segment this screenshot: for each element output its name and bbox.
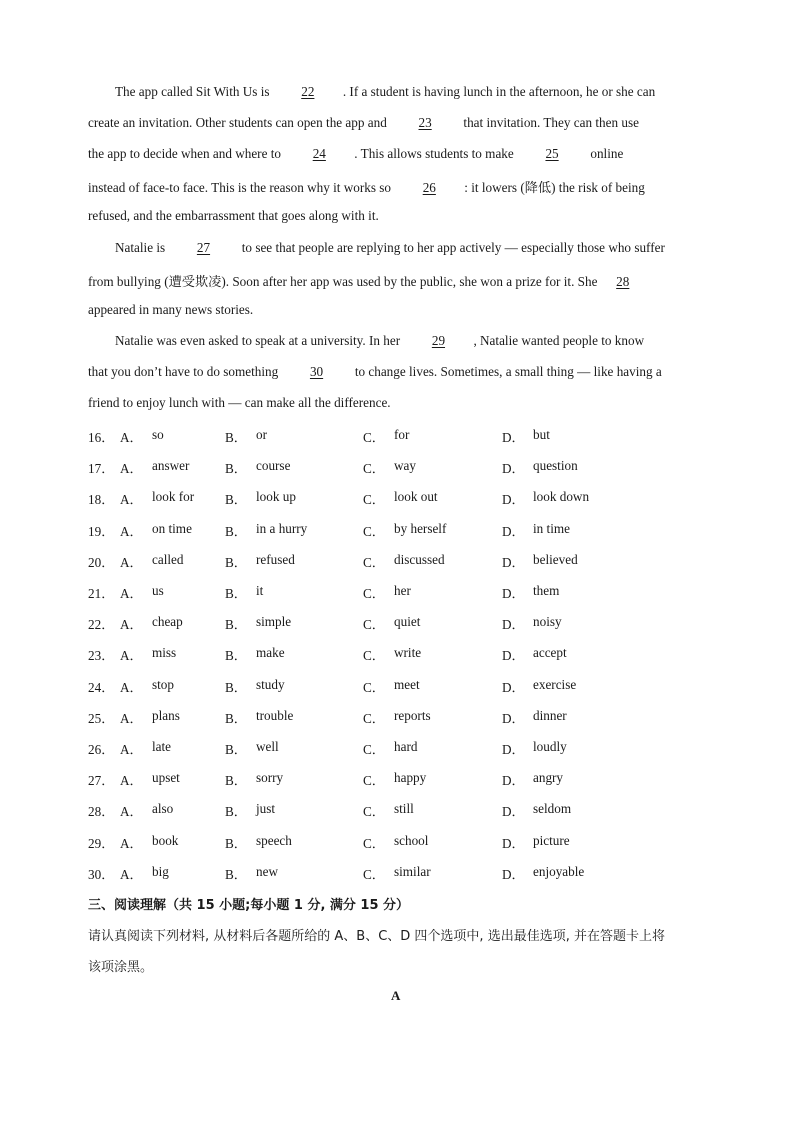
option-c-text: look out — [394, 489, 438, 505]
option-b-text: refused — [256, 551, 295, 567]
option-d-label: D． — [502, 586, 525, 601]
option-a-label: A． — [120, 804, 143, 820]
text: the app to decide when and where to — [88, 146, 285, 161]
question-row — [0, 614, 794, 634]
question-row — [0, 583, 794, 603]
option-c-label: C． — [363, 804, 385, 820]
option-d-label: D． — [502, 492, 525, 508]
question-number: 20． — [88, 554, 115, 570]
option-c-label: C． — [363, 710, 385, 726]
text: Natalie was even asked to speak at a university. In her — [115, 333, 404, 348]
option-b-text: make — [256, 645, 285, 661]
option-a-text: cheap — [152, 614, 183, 630]
question-row — [0, 552, 794, 572]
blank-number: 28 — [616, 274, 630, 289]
option-c-label: C． — [363, 835, 385, 851]
option-c-text: for — [394, 427, 410, 442]
option-c-text: hard — [394, 739, 418, 754]
text: . This allows students to make — [354, 146, 518, 161]
option-a-text: big — [152, 863, 169, 879]
option-d-text: noisy — [533, 614, 562, 630]
option-a-text: late — [152, 739, 172, 754]
option-c-label: C． — [363, 866, 385, 882]
blank-number: 27 — [196, 240, 211, 255]
option-d-text: in time — [533, 520, 570, 536]
option-a-text: also — [152, 801, 174, 817]
passage-line — [88, 364, 662, 380]
option-b-label: B． — [225, 866, 247, 882]
option-c-text: still — [394, 801, 414, 817]
question-row — [0, 801, 794, 821]
text: The app called Sit With Us is — [115, 84, 273, 99]
option-c-label: C． — [363, 430, 385, 445]
option-b-label: B． — [225, 679, 247, 695]
option-d-label: D． — [502, 523, 525, 539]
option-c-label: C． — [363, 554, 385, 570]
text: friend to enjoy lunch with — can make all the difference. — [88, 395, 391, 410]
instructions-continued: 该项涂黑。 — [88, 960, 154, 975]
option-d-label: D． — [502, 461, 525, 477]
option-c-label: C． — [363, 617, 385, 633]
option-c-text: reports — [394, 707, 431, 723]
option-a-text: answer — [152, 458, 190, 474]
option-c-text: happy — [394, 770, 427, 786]
question-row — [0, 677, 794, 697]
question-number: 16． — [88, 430, 115, 445]
option-b-text: it — [256, 583, 264, 598]
option-b-label: B． — [225, 710, 247, 726]
option-a-label: A． — [120, 866, 143, 882]
question-row — [0, 864, 794, 884]
option-c-label: C． — [363, 492, 385, 508]
option-b-label: B． — [225, 773, 247, 789]
option-d-label: D． — [502, 430, 525, 445]
option-a-label: A． — [120, 742, 143, 757]
option-a-label: A． — [120, 430, 143, 445]
option-b-label: B． — [225, 648, 247, 664]
blank-22 — [273, 84, 343, 100]
option-b-text: speech — [256, 832, 292, 848]
blank-23 — [390, 115, 460, 131]
option-b-text: sorry — [256, 770, 284, 786]
option-c-text: discussed — [394, 551, 445, 567]
question-number: 21． — [88, 586, 115, 601]
option-a-label: A． — [120, 554, 143, 570]
text: to change lives. Sometimes, a small thing — like having a — [351, 364, 662, 379]
option-b-text: or — [256, 427, 267, 442]
option-b-text: simple — [256, 614, 292, 630]
text: refused, and the embarrassment that goes along with it. — [88, 208, 379, 223]
option-c-label: C． — [363, 773, 385, 789]
passage-line — [88, 146, 623, 162]
option-d-label: D． — [502, 773, 525, 789]
blank-27 — [168, 240, 238, 256]
option-a-label: A． — [120, 835, 143, 851]
option-a-label: A． — [120, 679, 143, 695]
text: appeared in many news stories. — [88, 302, 254, 317]
option-d-text: picture — [533, 832, 570, 848]
blank-number: 30 — [309, 364, 324, 379]
option-c-text: by herself — [394, 520, 447, 536]
instructions: 请认真阅读下列材料, 从材料后各题所给的 A、B、C、D 四个选项中, 选出最佳选项, 并在答题卡上将 — [88, 929, 665, 944]
option-d-label: D． — [502, 679, 525, 695]
question-number: 28． — [88, 804, 115, 820]
option-d-text: question — [533, 458, 578, 474]
text: from bullying (遭受欺凌). Soon after her app was used by the public, she won a prize for it. She — [88, 274, 601, 289]
option-d-text: enjoyable — [533, 863, 585, 879]
option-c-text: write — [394, 645, 422, 661]
text: that you don’t have to do something — [88, 364, 282, 379]
passage-line — [88, 115, 639, 131]
option-a-text: book — [152, 832, 179, 848]
option-d-label: D． — [502, 742, 525, 757]
option-a-text: us — [152, 583, 164, 598]
option-d-label: D． — [502, 554, 525, 570]
option-a-label: A． — [120, 586, 143, 601]
option-d-label: D． — [502, 710, 525, 726]
option-b-text: well — [256, 739, 279, 754]
option-a-label: A． — [120, 461, 143, 477]
option-c-text: similar — [394, 863, 431, 879]
option-c-label: C． — [363, 461, 385, 477]
question-row — [0, 458, 794, 478]
option-b-text: course — [256, 458, 291, 474]
question-row — [0, 770, 794, 790]
option-c-text: school — [394, 832, 429, 848]
option-a-label: A． — [120, 773, 143, 789]
question-number: 27． — [88, 773, 115, 789]
option-c-text: way — [394, 458, 416, 474]
option-d-text: believed — [533, 551, 578, 567]
section-title: 三、阅读理解（共 15 小题;每小题 1 分, 满分 15 分） — [88, 898, 410, 913]
option-c-label: C． — [363, 742, 385, 757]
option-a-label: A． — [120, 648, 143, 664]
question-number: 18． — [88, 492, 115, 508]
option-c-text: her — [394, 583, 411, 598]
question-row — [0, 489, 794, 509]
text: instead of face-to face. This is the reason why it works so — [88, 180, 395, 195]
option-c-text: quiet — [394, 614, 421, 630]
text: : it lowers (降低) the risk of being — [464, 180, 645, 195]
part-label: A — [391, 988, 401, 1003]
blank-number: 26 — [422, 180, 436, 195]
option-a-text: on time — [152, 520, 192, 536]
passage-line — [88, 271, 645, 290]
blank-25 — [517, 146, 587, 162]
option-d-text: them — [533, 583, 560, 598]
option-c-label: C． — [363, 648, 385, 664]
option-b-label: B． — [225, 586, 247, 601]
option-a-label: A． — [120, 523, 143, 539]
option-b-text: in a hurry — [256, 520, 308, 536]
question-number: 23． — [88, 648, 115, 664]
option-b-label: B． — [225, 835, 247, 851]
text: create an invitation. Other students can open the app and — [88, 115, 391, 130]
question-row — [0, 427, 794, 447]
question-number: 30． — [88, 866, 115, 882]
option-b-text: new — [256, 863, 278, 879]
option-c-text: meet — [394, 676, 420, 692]
text: . If a student is having lunch in the afternoon, he or she can — [342, 84, 656, 99]
option-b-text: study — [256, 676, 285, 692]
passage-line — [115, 84, 655, 100]
blank-28 — [601, 274, 645, 290]
question-number: 19． — [88, 523, 115, 539]
option-d-label: D． — [502, 866, 525, 882]
option-a-text: stop — [152, 676, 174, 692]
option-d-text: look down — [533, 489, 590, 505]
blank-number: 23 — [418, 115, 432, 130]
option-d-text: seldom — [533, 801, 572, 817]
option-b-label: B． — [225, 617, 247, 633]
option-b-text: look up — [256, 489, 296, 505]
option-b-label: B． — [225, 742, 247, 757]
option-b-label: B． — [225, 430, 247, 445]
question-row — [0, 833, 794, 853]
blank-number: 24 — [312, 146, 326, 161]
passage-line — [115, 333, 644, 349]
option-a-text: look for — [152, 489, 195, 505]
option-d-text: accept — [533, 645, 567, 661]
passage-line — [88, 395, 391, 411]
option-b-label: B． — [225, 554, 247, 570]
option-a-text: called — [152, 551, 184, 567]
blank-29 — [403, 333, 473, 349]
option-c-label: C． — [363, 679, 385, 695]
blank-30 — [282, 364, 352, 380]
option-c-label: C． — [363, 523, 385, 539]
question-number: 22． — [88, 617, 115, 633]
option-a-label: A． — [120, 617, 143, 633]
option-d-text: loudly — [533, 739, 567, 754]
option-b-label: B． — [225, 523, 247, 539]
option-d-label: D． — [502, 835, 525, 851]
option-c-label: C． — [363, 586, 385, 601]
passage-line — [88, 177, 645, 196]
question-number: 17． — [88, 461, 115, 477]
blank-26 — [394, 180, 464, 196]
option-a-text: upset — [152, 770, 180, 786]
blank-number: 29 — [431, 333, 446, 348]
text: that invitation. They can then use — [460, 115, 639, 130]
option-d-text: dinner — [533, 707, 567, 723]
passage-line — [88, 208, 379, 224]
option-d-label: D． — [502, 617, 525, 633]
blank-number: 25 — [545, 146, 559, 161]
option-d-text: but — [533, 427, 550, 442]
option-b-text: trouble — [256, 707, 294, 723]
option-a-text: so — [152, 427, 164, 442]
option-a-label: A． — [120, 492, 143, 508]
option-a-label: A． — [120, 710, 143, 726]
text: Natalie is — [115, 240, 169, 255]
question-row — [0, 739, 794, 759]
blank-number: 22 — [301, 84, 315, 99]
text: online — [587, 146, 624, 161]
passage-line — [88, 302, 253, 318]
passage-line — [115, 240, 665, 256]
question-number: 26． — [88, 742, 115, 757]
option-b-text: just — [256, 801, 276, 817]
option-b-label: B． — [225, 461, 247, 477]
text: , Natalie wanted people to know — [473, 333, 645, 348]
option-d-label: D． — [502, 648, 525, 664]
option-a-text: plans — [152, 707, 180, 723]
option-b-label: B． — [225, 804, 247, 820]
blank-24 — [284, 146, 354, 162]
option-a-text: miss — [152, 645, 177, 661]
text: to see that people are replying to her app actively — especially those who suffer — [238, 240, 665, 255]
option-d-text: angry — [533, 770, 564, 786]
question-row — [0, 708, 794, 728]
option-d-label: D． — [502, 804, 525, 820]
question-number: 24． — [88, 679, 115, 695]
question-row — [0, 521, 794, 541]
option-d-text: exercise — [533, 676, 577, 692]
question-row — [0, 645, 794, 665]
option-b-label: B． — [225, 492, 247, 508]
question-number: 25． — [88, 710, 115, 726]
question-number: 29． — [88, 835, 115, 851]
